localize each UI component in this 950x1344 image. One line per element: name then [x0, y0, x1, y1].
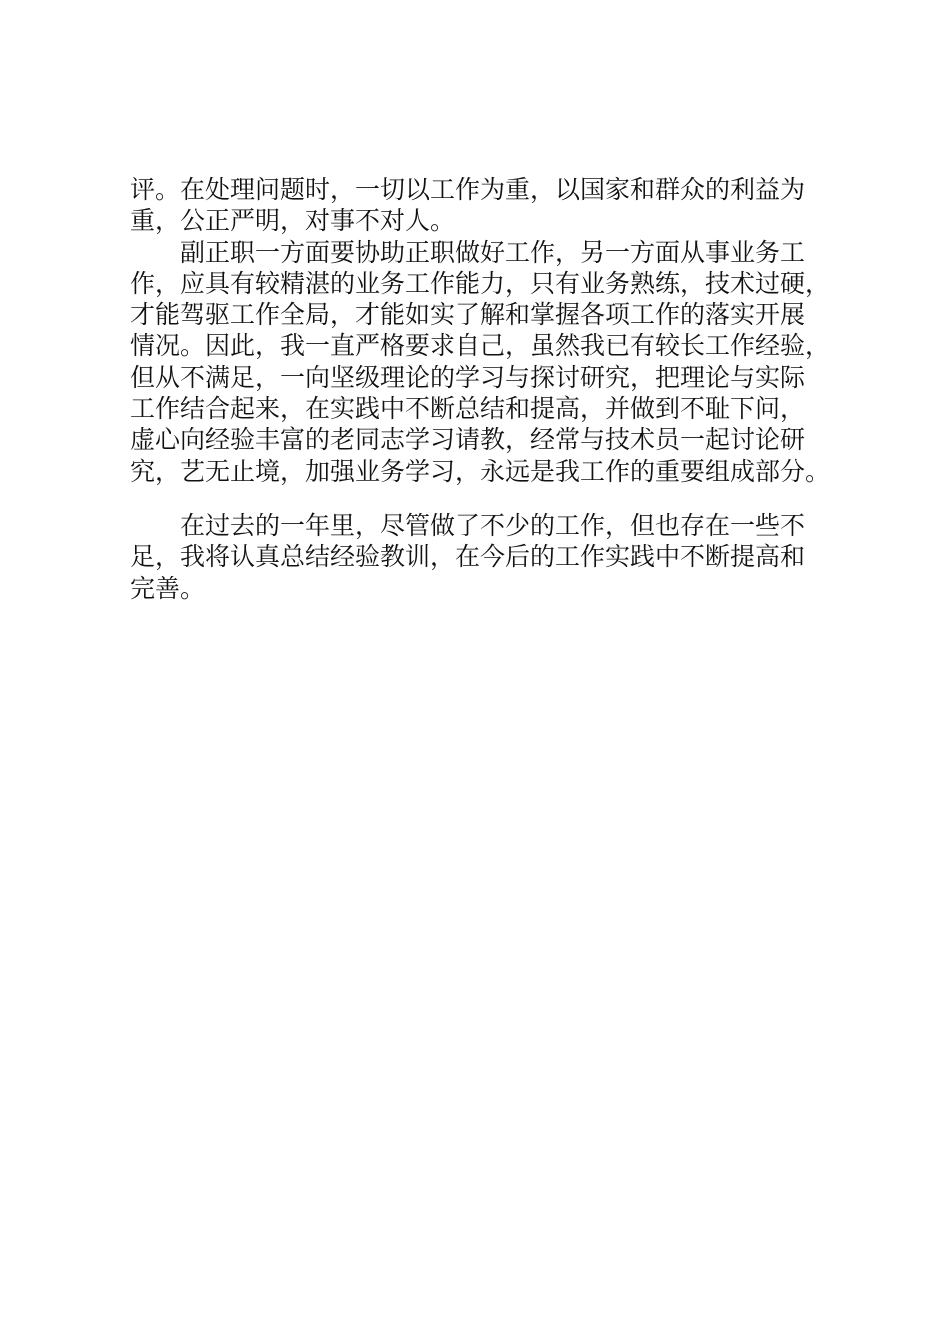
- paragraph-conclusion: [130, 510, 850, 604]
- paragraph-spacer: [130, 487, 850, 510]
- text-line: 重，公正严明，对事不对人。: [130, 206, 456, 236]
- text-line: 完善。: [130, 573, 206, 603]
- text-line: 情况。因此，我一直严格要求自己，虽然我已有较长工作经验，: [130, 331, 831, 361]
- text-line: 在过去的一年里，尽管做了不少的工作，但也存在一些不: [130, 510, 806, 540]
- paragraph-evaluation-end: [130, 174, 850, 237]
- text-line: 但从不满足，一向坚级理论的学习与探讨研究，把理论与实际: [130, 362, 806, 392]
- text-line: 才能驾驱工作全局，才能如实了解和掌握各项工作的落实开展: [130, 300, 806, 330]
- text-line: 工作结合起来，在实践中不断总结和提高，并做到不耻下问，: [130, 394, 806, 424]
- text-line: 副正职一方面要协助正职做好工作，另一方面从事业务工: [130, 237, 806, 267]
- text-line: 究，艺无止境，加强业务学习，永远是我工作的重要组成部分。: [130, 456, 831, 486]
- document-body: [130, 174, 850, 604]
- text-line: 作，应具有较精湛的业务工作能力，只有业务熟练，技术过硬，: [130, 268, 831, 298]
- text-line: 评。在处理问题时，一切以工作为重，以国家和群众的利益为: [130, 175, 806, 204]
- text-line: 足，我将认真总结经验教训，在今后的工作实践中不断提高和: [130, 542, 806, 572]
- text-line: 虚心向经验丰富的老同志学习请教，经常与技术员一起讨论研: [130, 425, 806, 455]
- paragraph-deputy-role: [130, 237, 850, 487]
